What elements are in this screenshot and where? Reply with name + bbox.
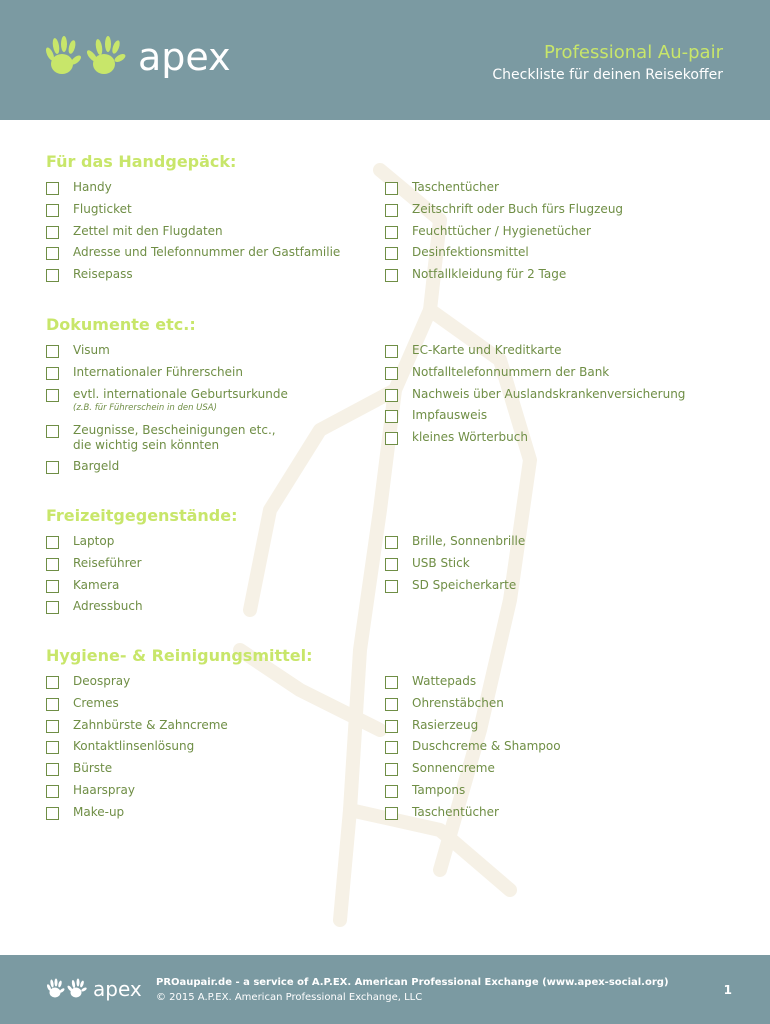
- footer-band: [0, 955, 770, 1024]
- checklist-item[interactable]: Laptop: [46, 532, 385, 554]
- checkbox-icon[interactable]: [385, 807, 398, 820]
- checkbox-icon[interactable]: [385, 536, 398, 549]
- checklist-item[interactable]: evtl. internationale Geburtsurkunde (z.B. für Führerschein in den USA): [46, 385, 385, 421]
- checkbox-icon[interactable]: [385, 204, 398, 217]
- checklist-item[interactable]: Wattepads: [385, 672, 736, 694]
- checkbox-icon[interactable]: [46, 580, 59, 593]
- left-column: [46, 341, 385, 478]
- checkbox-icon[interactable]: [46, 558, 59, 571]
- checklist-item[interactable]: Reiseführer: [46, 554, 385, 576]
- checklist-item[interactable]: Reisepass: [46, 265, 385, 287]
- checkbox-icon[interactable]: [46, 698, 59, 711]
- right-column: [385, 341, 736, 478]
- checkbox-icon[interactable]: [385, 432, 398, 445]
- page-subtitle: Checkliste für deinen Reisekoffer: [492, 67, 723, 83]
- checklist-item[interactable]: Bargeld: [46, 457, 385, 479]
- checklist-item[interactable]: Notfalltelefonnummern der Bank: [385, 363, 736, 385]
- checkbox-icon[interactable]: [385, 580, 398, 593]
- page-number: 1: [723, 983, 732, 997]
- section-hygiene: [46, 646, 736, 825]
- handprint-icon: [46, 977, 90, 1001]
- checkbox-icon[interactable]: [385, 763, 398, 776]
- checkbox-icon[interactable]: [46, 720, 59, 733]
- checkbox-icon[interactable]: [46, 785, 59, 798]
- checkbox-icon[interactable]: [385, 785, 398, 798]
- checklist-item[interactable]: SD Speicherkarte: [385, 576, 736, 598]
- checkbox-icon[interactable]: [46, 461, 59, 474]
- checklist-item[interactable]: Zettel mit den Flugdaten: [46, 222, 385, 244]
- checklist-item[interactable]: Brille, Sonnenbrille: [385, 532, 736, 554]
- checklist-item[interactable]: Deospray: [46, 672, 385, 694]
- left-column: [46, 532, 385, 619]
- checkbox-icon[interactable]: [46, 676, 59, 689]
- checklist-item[interactable]: Handy: [46, 178, 385, 200]
- checklist-item[interactable]: Nachweis über Auslandskrankenversicherung: [385, 385, 736, 407]
- item-note: (z.B. für Führerschein in den USA): [73, 402, 217, 413]
- section-title: Für das Handgepäck:: [46, 152, 237, 171]
- checklist-item[interactable]: Bürste: [46, 759, 385, 781]
- checklist-item[interactable]: Adresse und Telefonnummer der Gastfamilie: [46, 243, 385, 265]
- footer-copyright: © 2015 A.P.EX. American Professional Exchange, LLC: [156, 992, 423, 1003]
- checkbox-icon[interactable]: [385, 226, 398, 239]
- left-column: [46, 672, 385, 825]
- section-title: Hygiene- & Reinigungsmittel:: [46, 646, 313, 665]
- checkbox-icon[interactable]: [46, 182, 59, 195]
- checkbox-icon[interactable]: [385, 558, 398, 571]
- checkbox-icon[interactable]: [46, 763, 59, 776]
- footer-logo: [46, 977, 142, 1001]
- checkbox-icon[interactable]: [385, 389, 398, 402]
- page-title: Professional Au-pair: [544, 42, 723, 63]
- checkbox-icon[interactable]: [385, 698, 398, 711]
- checklist-item[interactable]: Sonnencreme: [385, 759, 736, 781]
- checklist-item[interactable]: Desinfektionsmittel: [385, 243, 736, 265]
- checkbox-icon[interactable]: [385, 269, 398, 282]
- checkbox-icon[interactable]: [46, 345, 59, 358]
- checkbox-icon[interactable]: [385, 410, 398, 423]
- checkbox-icon[interactable]: [46, 226, 59, 239]
- logo-text: apex: [138, 35, 231, 79]
- checklist-item[interactable]: Zahnbürste & Zahncreme: [46, 716, 385, 738]
- right-column: [385, 532, 736, 619]
- handprint-icon: [44, 34, 132, 80]
- checklist-item[interactable]: Notfallkleidung für 2 Tage: [385, 265, 736, 287]
- apex-logo: [44, 34, 231, 80]
- checkbox-icon[interactable]: [46, 425, 59, 438]
- footer-logo-text: apex: [93, 977, 142, 1001]
- checkbox-icon[interactable]: [46, 807, 59, 820]
- footer-text: [156, 976, 669, 1005]
- section-handgepaeck: [46, 152, 736, 287]
- header-band: [0, 0, 770, 120]
- right-column: [385, 672, 736, 825]
- checkbox-icon[interactable]: [46, 601, 59, 614]
- section-freizeit: [46, 506, 736, 619]
- checklist-item[interactable]: Feuchttücher / Hygienetücher: [385, 222, 736, 244]
- section-title: Dokumente etc.:: [46, 315, 196, 334]
- checklist-item[interactable]: EC-Karte und Kreditkarte: [385, 341, 736, 363]
- checklist-item[interactable]: Zeugnisse, Bescheinigungen etc., die wichtig sein könnten: [46, 421, 385, 457]
- checklist-item[interactable]: Kamera: [46, 576, 385, 598]
- checklist-item[interactable]: Ohrenstäbchen: [385, 694, 736, 716]
- checklist-item[interactable]: Duschcreme & Shampoo: [385, 737, 736, 759]
- checklist-item[interactable]: Flugticket: [46, 200, 385, 222]
- checklist-item[interactable]: Tampons: [385, 781, 736, 803]
- checklist-item[interactable]: Kontaktlinsenlösung: [46, 737, 385, 759]
- checkbox-icon[interactable]: [385, 720, 398, 733]
- checklist-item[interactable]: kleines Wörterbuch: [385, 428, 736, 450]
- checklist-item[interactable]: Visum: [46, 341, 385, 363]
- checkbox-icon[interactable]: [46, 247, 59, 260]
- checklist-item[interactable]: Make-up: [46, 803, 385, 825]
- checkbox-icon[interactable]: [46, 204, 59, 217]
- section-dokumente: [46, 315, 736, 478]
- checklist-item[interactable]: Adressbuch: [46, 597, 385, 619]
- checkbox-icon[interactable]: [385, 367, 398, 380]
- left-column: [46, 178, 385, 287]
- checkbox-icon[interactable]: [46, 367, 59, 380]
- checklist-item[interactable]: Impfausweis: [385, 406, 736, 428]
- checklist-item[interactable]: Taschentücher: [385, 803, 736, 825]
- checkbox-icon[interactable]: [385, 345, 398, 358]
- checklist-item[interactable]: Taschentücher: [385, 178, 736, 200]
- checklist-item[interactable]: Rasierzeug: [385, 716, 736, 738]
- checkbox-icon[interactable]: [46, 536, 59, 549]
- checkbox-icon[interactable]: [385, 676, 398, 689]
- header-titles: [492, 42, 723, 84]
- checklist-item[interactable]: Haarspray: [46, 781, 385, 803]
- checklist-item[interactable]: Internationaler Führerschein: [46, 363, 385, 385]
- checkbox-icon[interactable]: [385, 741, 398, 754]
- checkbox-icon[interactable]: [46, 741, 59, 754]
- section-title: Freizeitgegenstände:: [46, 506, 238, 525]
- checkbox-icon[interactable]: [385, 182, 398, 195]
- footer-line-1: PROaupair.de - a service of A.P.EX. American Professional Exchange (www.apex-social.org): [156, 977, 669, 988]
- right-column: [385, 178, 736, 287]
- checklist-item[interactable]: Zeitschrift oder Buch fürs Flugzeug: [385, 200, 736, 222]
- checklist-item[interactable]: USB Stick: [385, 554, 736, 576]
- checkbox-icon[interactable]: [46, 389, 59, 402]
- checkbox-icon[interactable]: [46, 269, 59, 282]
- checkbox-icon[interactable]: [385, 247, 398, 260]
- checklist-item[interactable]: Cremes: [46, 694, 385, 716]
